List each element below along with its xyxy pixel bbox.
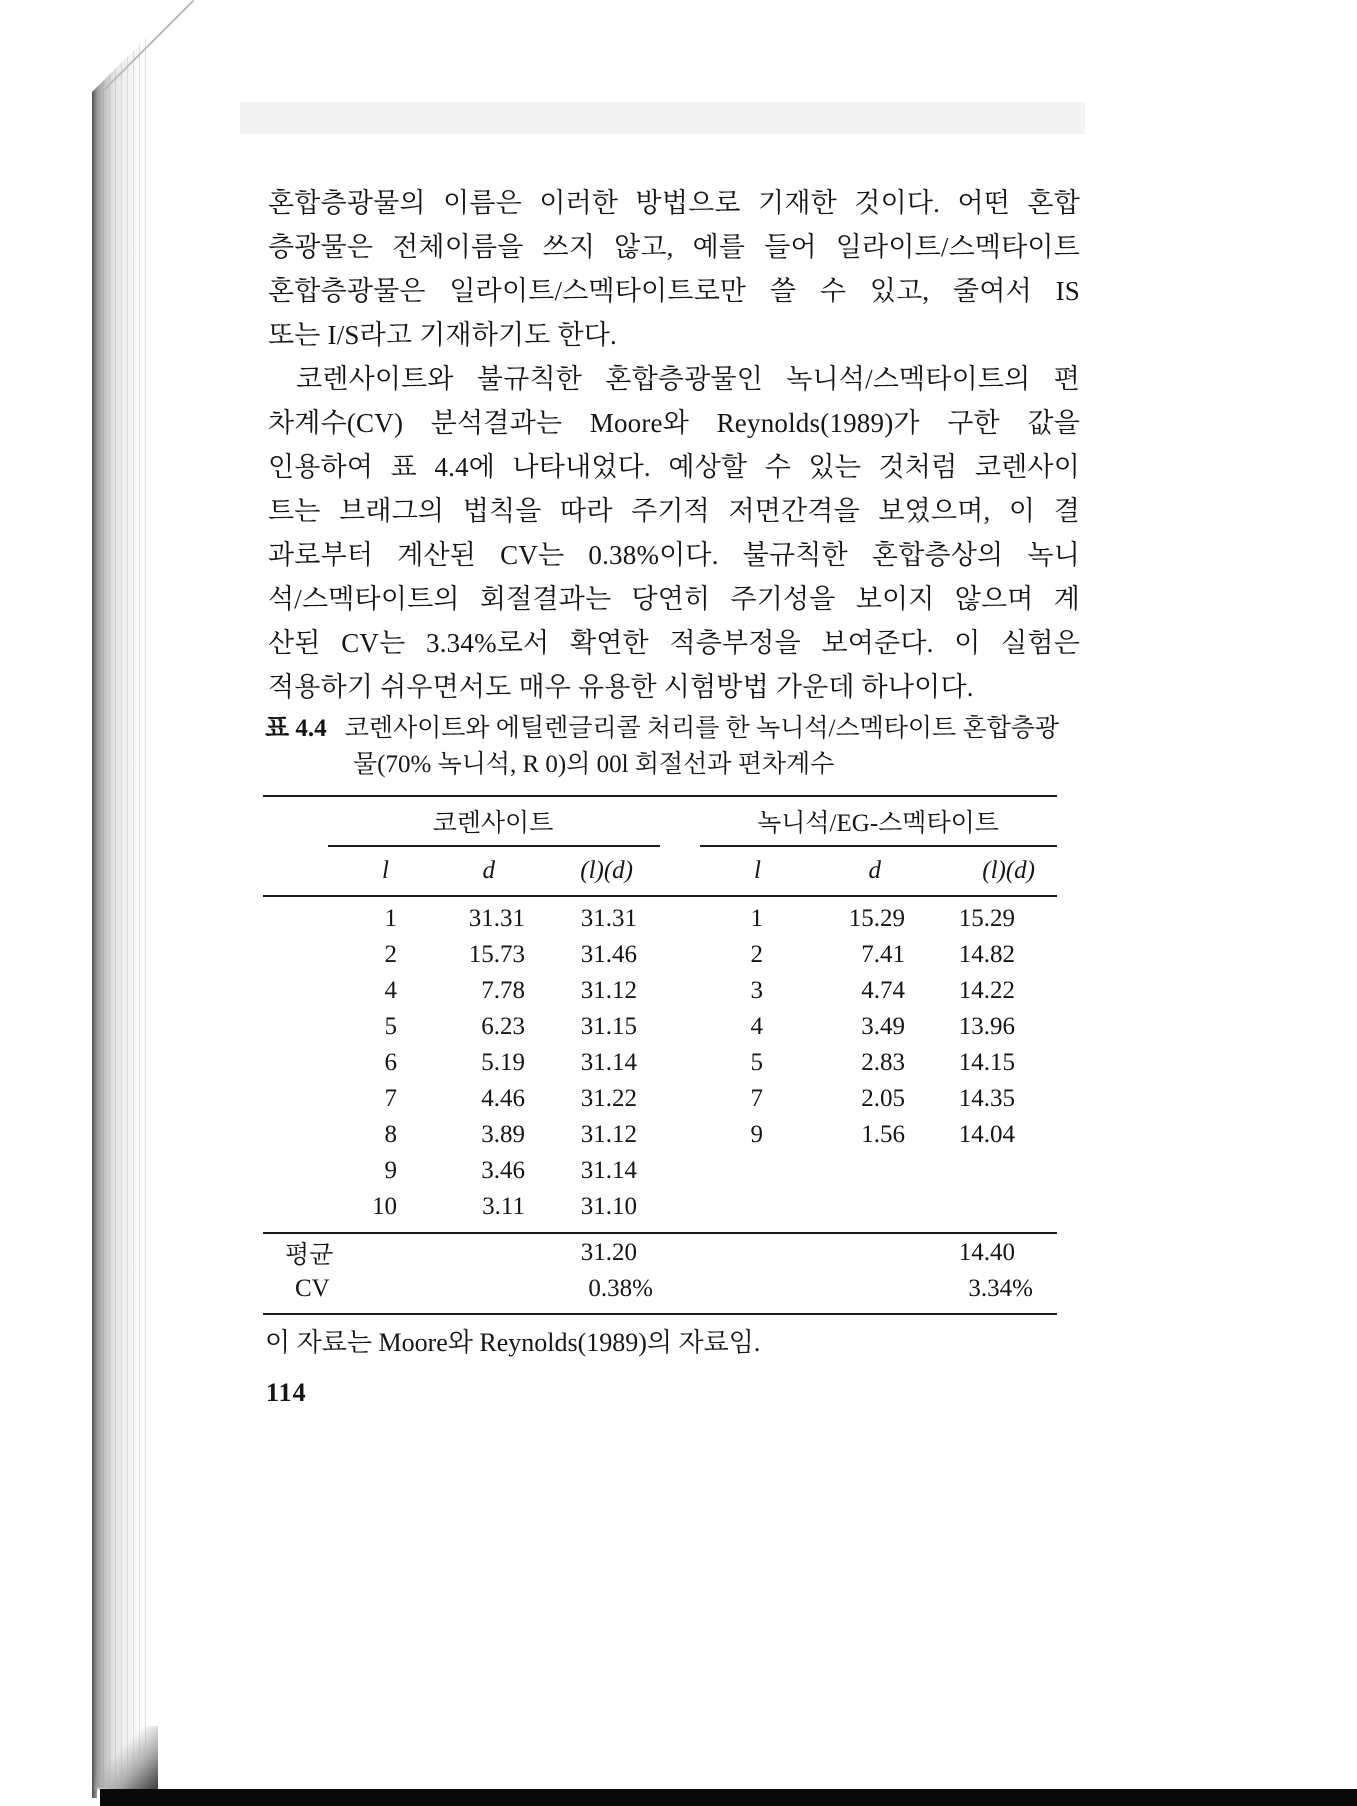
table-cell: 1	[750, 905, 763, 932]
table-cell: 7	[384, 1085, 397, 1112]
text-line: 과로부터 계산된 CV는 0.38%이다. 불규칙한 혼합층상의 녹니	[268, 540, 1080, 570]
table-cell: 5	[384, 1013, 397, 1040]
table-cell: 13.96	[958, 1013, 1015, 1040]
table-cell: 14.04	[958, 1121, 1015, 1148]
table-cell: 31.14	[580, 1049, 637, 1076]
table-row	[263, 1081, 1057, 1117]
table-cell: 3.46	[481, 1157, 525, 1184]
table-cell: 31.14	[580, 1157, 637, 1184]
table-cell: 2.83	[861, 1049, 905, 1076]
table-cell: 2	[384, 941, 397, 968]
summary-label: 평균	[285, 1242, 334, 1269]
summary-label: CV	[295, 1275, 330, 1302]
table-cell: 15.73	[468, 941, 525, 968]
table-caption	[265, 711, 1075, 783]
column-header: (l)(d)	[982, 857, 1035, 884]
table-cell: 3.89	[481, 1121, 525, 1148]
table-cell: 4.46	[481, 1085, 525, 1112]
table-cell: 7.41	[861, 941, 905, 968]
table-cell: 1	[384, 905, 397, 932]
text-line: 차계수(CV) 분석결과는 Moore와 Reynolds(1989)가 구한 값을	[268, 408, 1080, 438]
table-row	[263, 1045, 1057, 1081]
table-cell: 1.56	[861, 1121, 905, 1148]
table-rule-subleft	[328, 845, 660, 847]
table-caption-line-2: 물(70% 녹니석, R 0)의 00l 회절선과 편차계수	[353, 751, 835, 778]
table-rule-bottom	[263, 1313, 1057, 1315]
page-stack-edge	[97, 6, 151, 1788]
table-row	[263, 1189, 1057, 1225]
table-caption-label: 표 4.4	[265, 715, 327, 742]
table-group-header-row	[263, 803, 1057, 843]
table-cell: 7	[750, 1085, 763, 1112]
table-cell: 4	[384, 977, 397, 1004]
table-cell: 8	[384, 1121, 397, 1148]
table-row	[263, 937, 1057, 973]
summary-value: 31.20	[580, 1239, 637, 1266]
table-cell: 14.82	[958, 941, 1015, 968]
table-column-header-row	[263, 851, 1057, 891]
table-cell: 6.23	[481, 1013, 525, 1040]
table-cell: 15.29	[848, 905, 905, 932]
table-row	[263, 973, 1057, 1009]
text-line: 적용하기 쉬우면서도 매우 유용한 시험방법 가운데 하나이다.	[268, 672, 974, 702]
page-number: 114	[266, 1378, 307, 1407]
table-row	[263, 1117, 1057, 1153]
table-cell: 9	[384, 1157, 397, 1184]
table-cell: 2	[750, 941, 763, 968]
table-cell: 31.31	[468, 905, 525, 932]
table-cell: 6	[384, 1049, 397, 1076]
table-cell: 5	[750, 1049, 763, 1076]
table-cell: 31.31	[580, 905, 637, 932]
column-header: l	[382, 857, 389, 884]
table-group-header: 코렌사이트	[432, 810, 554, 837]
table-cell: 4.74	[861, 977, 905, 1004]
summary-value: 0.38%	[588, 1275, 653, 1302]
column-header: (l)(d)	[580, 857, 633, 884]
table-cell: 31.15	[580, 1013, 637, 1040]
table-cell: 31.12	[580, 1121, 637, 1148]
table-cell: 3.49	[861, 1013, 905, 1040]
table-row	[263, 1153, 1057, 1189]
summary-value: 14.40	[958, 1239, 1015, 1266]
scan-bottom-bar	[100, 1789, 1357, 1806]
column-header: l	[754, 857, 761, 884]
text-line: 산된 CV는 3.34%로서 확연한 적층부정을 보여준다. 이 실험은	[268, 628, 1080, 658]
paragraph-2	[268, 357, 1080, 709]
table-caption-text: 코렌사이트와 에틸렌글리콜 처리를 한 녹니석/스멕타이트 혼합층광	[344, 715, 1060, 742]
page-body-text	[268, 181, 1080, 709]
table-cell: 3	[750, 977, 763, 1004]
text-line: 혼합층광물은 일라이트/스멕타이트로만 쓸 수 있고, 줄여서 IS	[268, 276, 1080, 306]
table-body	[263, 901, 1057, 1225]
table-rule-top	[263, 795, 1057, 797]
table-caption-line-1	[265, 711, 1075, 747]
table-cell: 5.19	[481, 1049, 525, 1076]
table-cell: 10	[372, 1193, 397, 1220]
table-rule-subright	[700, 845, 1057, 847]
column-header: d	[482, 857, 495, 884]
table-summary-row-cv	[263, 1271, 1057, 1307]
table-row	[263, 901, 1057, 937]
table-cell: 14.22	[958, 977, 1015, 1004]
text-line: 트는 브래그의 법칙을 따라 주기적 저면간격을 보였으며, 이 결	[268, 496, 1080, 526]
table-footnote: 이 자료는 Moore와 Reynolds(1989)의 자료임.	[265, 1328, 761, 1357]
table-cell: 14.35	[958, 1085, 1015, 1112]
column-header: d	[868, 857, 881, 884]
text-line: 인용하여 표 4.4에 나타내었다. 예상할 수 있는 것처럼 코렌사이	[268, 452, 1080, 482]
data-table	[263, 795, 1057, 1317]
table-rule-summary	[263, 1232, 1057, 1234]
table-rule-header	[263, 895, 1057, 897]
text-line: 석/스멕타이트의 회절결과는 당연히 주기성을 보이지 않으며 계	[268, 584, 1080, 614]
table-group-header: 녹니석/EG-스멕타이트	[757, 810, 999, 837]
table-cell: 31.46	[580, 941, 637, 968]
table-cell: 2.05	[861, 1085, 905, 1112]
text-line: 층광물은 전체이름을 쓰지 않고, 예를 들어 일라이트/스멕타이트	[268, 232, 1080, 262]
table-cell: 15.29	[958, 905, 1015, 932]
table-row	[263, 1009, 1057, 1045]
text-line: 코렌사이트와 불규칙한 혼합층광물인 녹니석/스멕타이트의 편	[296, 364, 1080, 394]
scan-artifact-band	[240, 102, 1085, 134]
bottom-corner-shade	[94, 1726, 158, 1790]
table-cell: 7.78	[481, 977, 525, 1004]
summary-value: 3.34%	[968, 1275, 1033, 1302]
table-cell: 31.12	[580, 977, 637, 1004]
table-cell: 4	[750, 1013, 763, 1040]
table-cell: 9	[750, 1121, 763, 1148]
table-cell: 31.10	[580, 1193, 637, 1220]
table-summary-row-mean	[263, 1235, 1057, 1271]
table-cell: 14.15	[958, 1049, 1015, 1076]
paragraph-1	[268, 181, 1080, 357]
text-line: 혼합층광물의 이름은 이러한 방법으로 기재한 것이다. 어떤 혼합	[268, 188, 1080, 218]
table-cell: 31.22	[580, 1085, 637, 1112]
table-cell: 3.11	[482, 1193, 525, 1220]
text-line: 또는 I/S라고 기재하기도 한다.	[268, 320, 618, 350]
